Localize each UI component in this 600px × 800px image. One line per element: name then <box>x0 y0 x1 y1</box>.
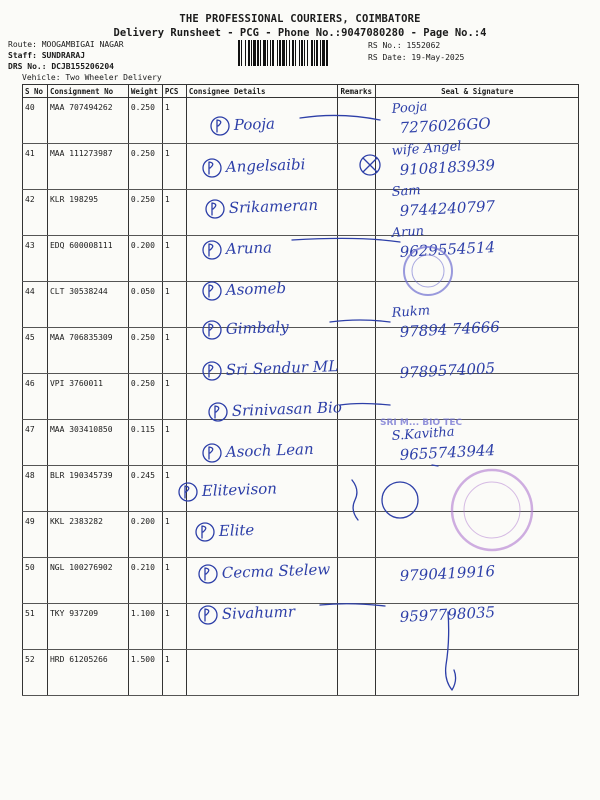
recipient-signature: Pooja <box>391 99 428 117</box>
weight-cell: 0.250 <box>128 98 162 144</box>
weight-cell: 1.500 <box>128 650 162 696</box>
table-row <box>23 236 579 282</box>
recipient-signature: Rukm <box>391 303 431 321</box>
sno-cell: 49 <box>23 512 48 558</box>
remarks-cell <box>338 98 376 144</box>
consignment-cell: MAA 706835309 <box>47 328 128 374</box>
table-row <box>23 558 579 604</box>
pcs-cell: 1 <box>162 512 186 558</box>
seal-signature-cell <box>376 420 579 466</box>
sno-cell: 52 <box>23 650 48 696</box>
seal-signature-cell <box>376 236 579 282</box>
pcs-cell: 1 <box>162 144 186 190</box>
sno-cell: 44 <box>23 282 48 328</box>
recipient-signature: Arun <box>391 223 425 241</box>
consignment-cell: CLT 30538244 <box>47 282 128 328</box>
table-row <box>23 466 579 512</box>
consignee-cell <box>186 374 338 420</box>
pcs-cell: 1 <box>162 466 186 512</box>
consignee-handwriting: Aruna <box>225 238 273 258</box>
consignment-cell: TKY 937209 <box>47 604 128 650</box>
consignee-cell <box>186 98 338 144</box>
sno-cell: 45 <box>23 328 48 374</box>
consignee-handwriting: Gimbaly <box>225 317 289 338</box>
pcs-cell: 1 <box>162 190 186 236</box>
table-row <box>23 604 579 650</box>
sno-cell: 41 <box>23 144 48 190</box>
header-consignment: Consignment No <box>47 85 128 98</box>
table-row <box>23 282 579 328</box>
consignee-handwriting: Sri Sendur ML <box>225 357 339 379</box>
consignee-cell <box>186 558 338 604</box>
rs-number: RS No.: 1552062 <box>368 41 441 50</box>
table-header-row <box>23 85 579 98</box>
weight-cell: 0.050 <box>128 282 162 328</box>
seal-signature-cell <box>376 374 579 420</box>
sno-cell: 43 <box>23 236 48 282</box>
table-row <box>23 512 579 558</box>
pcs-cell: 1 <box>162 328 186 374</box>
seal-signature-cell <box>376 190 579 236</box>
consignee-cell <box>186 190 338 236</box>
consignment-cell: MAA 707494262 <box>47 98 128 144</box>
remarks-cell <box>338 236 376 282</box>
recipient-phone: 97894 74666 <box>399 317 501 341</box>
recipient-phone: 9597798035 <box>399 603 496 626</box>
vehicle-label: Vehicle: Two Wheeler Delivery <box>22 73 162 82</box>
table-row <box>23 190 579 236</box>
sno-cell: 40 <box>23 98 48 144</box>
runsheet-table <box>22 84 579 696</box>
header-pcs: PCS <box>162 85 186 98</box>
rs-date: RS Date: 19-May-2025 <box>368 53 465 62</box>
weight-cell: 0.210 <box>128 558 162 604</box>
sno-cell: 48 <box>23 466 48 512</box>
header-remarks: Remarks <box>338 85 376 98</box>
sno-cell: 46 <box>23 374 48 420</box>
seal-signature-cell <box>376 144 579 190</box>
pcs-cell: 1 <box>162 604 186 650</box>
seal-signature-cell <box>376 466 579 512</box>
table-row <box>23 650 579 696</box>
staff-label: Staff: SUNDRARAJ <box>8 51 86 60</box>
consignee-cell <box>186 236 338 282</box>
consignment-cell: MAA 303410850 <box>47 420 128 466</box>
weight-cell: 0.250 <box>128 144 162 190</box>
weight-cell: 0.200 <box>128 236 162 282</box>
header-sno: S No <box>23 85 48 98</box>
weight-cell: 0.200 <box>128 512 162 558</box>
seal-signature-cell <box>376 328 579 374</box>
consignee-handwriting: Sivahumr <box>221 602 296 623</box>
seal-signature-cell <box>376 558 579 604</box>
consignee-handwriting: Asoch Lean <box>225 439 314 461</box>
sno-cell: 51 <box>23 604 48 650</box>
table-row <box>23 144 579 190</box>
recipient-phone: 9790419916 <box>399 562 496 585</box>
weight-cell: 0.250 <box>128 328 162 374</box>
consignment-cell: NGL 100276902 <box>47 558 128 604</box>
seal-signature-cell <box>376 512 579 558</box>
remarks-cell <box>338 282 376 328</box>
route-label: Route: MOOGAMBIGAI NAGAR <box>8 40 124 49</box>
consignment-cell: KLR 198295 <box>47 190 128 236</box>
sno-cell: 47 <box>23 420 48 466</box>
sno-cell: 50 <box>23 558 48 604</box>
recipient-phone: 7276026GO <box>399 114 492 137</box>
pcs-cell: 1 <box>162 374 186 420</box>
recipient-phone: 9629554514 <box>399 238 496 261</box>
consignment-cell: KKL 2383282 <box>47 512 128 558</box>
remarks-cell <box>338 558 376 604</box>
pcs-cell: 1 <box>162 558 186 604</box>
consignee-cell <box>186 604 338 650</box>
consignee-handwriting: Cecma Stelew <box>221 560 331 582</box>
seal-signature-cell <box>376 604 579 650</box>
remarks-cell <box>338 190 376 236</box>
consignment-cell: EDQ 600008111 <box>47 236 128 282</box>
seal-signature-cell <box>376 650 579 696</box>
consignee-handwriting: Elitevison <box>201 479 278 500</box>
remarks-cell <box>338 328 376 374</box>
sno-cell: 42 <box>23 190 48 236</box>
consignment-cell: MAA 111273987 <box>47 144 128 190</box>
table-row <box>23 328 579 374</box>
consignee-cell <box>186 282 338 328</box>
header-weight: Weight <box>128 85 162 98</box>
seal-signature-cell <box>376 98 579 144</box>
pcs-cell: 1 <box>162 98 186 144</box>
weight-cell: 0.250 <box>128 374 162 420</box>
remarks-cell <box>338 604 376 650</box>
pcs-cell: 1 <box>162 282 186 328</box>
consignee-handwriting: Pooja <box>233 114 276 134</box>
weight-cell: 0.250 <box>128 190 162 236</box>
consignee-cell <box>186 420 338 466</box>
consignment-cell: VPI 3760011 <box>47 374 128 420</box>
consignee-handwriting: Srikameran <box>228 195 319 217</box>
pcs-cell: 1 <box>162 420 186 466</box>
consignment-cell: HRD 61205266 <box>47 650 128 696</box>
table-row <box>23 98 579 144</box>
recipient-signature: wife Angel <box>391 139 462 159</box>
pcs-cell: 1 <box>162 650 186 696</box>
recipient-phone: 9789574005 <box>399 359 496 382</box>
consignee-cell <box>186 512 338 558</box>
remarks-cell <box>338 144 376 190</box>
consignee-handwriting: Angelsaibi <box>225 155 306 176</box>
header-seal-signature: Seal & Signature <box>376 85 579 98</box>
pcs-cell: 1 <box>162 236 186 282</box>
consignee-handwriting: Elite <box>218 520 255 540</box>
weight-cell: 0.245 <box>128 466 162 512</box>
consignee-handwriting: Srinivasan Bio <box>231 398 343 420</box>
drs-label: DRS No.: DCJB155206204 <box>8 62 114 71</box>
seal-signature-cell <box>376 282 579 328</box>
recipient-phone: 9108183939 <box>399 156 496 179</box>
recipient-phone: 9744240797 <box>399 197 496 220</box>
barcode-image <box>238 40 360 66</box>
table-row <box>23 420 579 466</box>
remarks-cell <box>338 650 376 696</box>
weight-cell: 1.100 <box>128 604 162 650</box>
consignment-cell: BLR 190345739 <box>47 466 128 512</box>
recipient-signature: S.Kavitha <box>391 424 456 444</box>
remarks-cell <box>338 466 376 512</box>
consignee-cell <box>186 466 338 512</box>
remarks-cell <box>338 420 376 466</box>
remarks-cell <box>338 512 376 558</box>
recipient-signature: Sam <box>391 183 422 200</box>
table-row <box>23 374 579 420</box>
consignee-handwriting: Asomeb <box>225 278 287 299</box>
company-title: THE PROFESSIONAL COURIERS, COIMBATORE <box>179 13 421 25</box>
remarks-cell <box>338 374 376 420</box>
weight-cell: 0.115 <box>128 420 162 466</box>
recipient-phone: 9655743944 <box>399 441 496 464</box>
company-stamp-text: SRI M... BIO TEC <box>380 418 463 428</box>
consignee-cell <box>186 650 338 696</box>
consignee-cell <box>186 144 338 190</box>
header-consignee: Consignee Details <box>186 85 338 98</box>
runsheet-subtitle: Delivery Runsheet - PCG - Phone No.:9047080280 - Page No.:4 <box>113 27 487 39</box>
consignee-cell <box>186 328 338 374</box>
